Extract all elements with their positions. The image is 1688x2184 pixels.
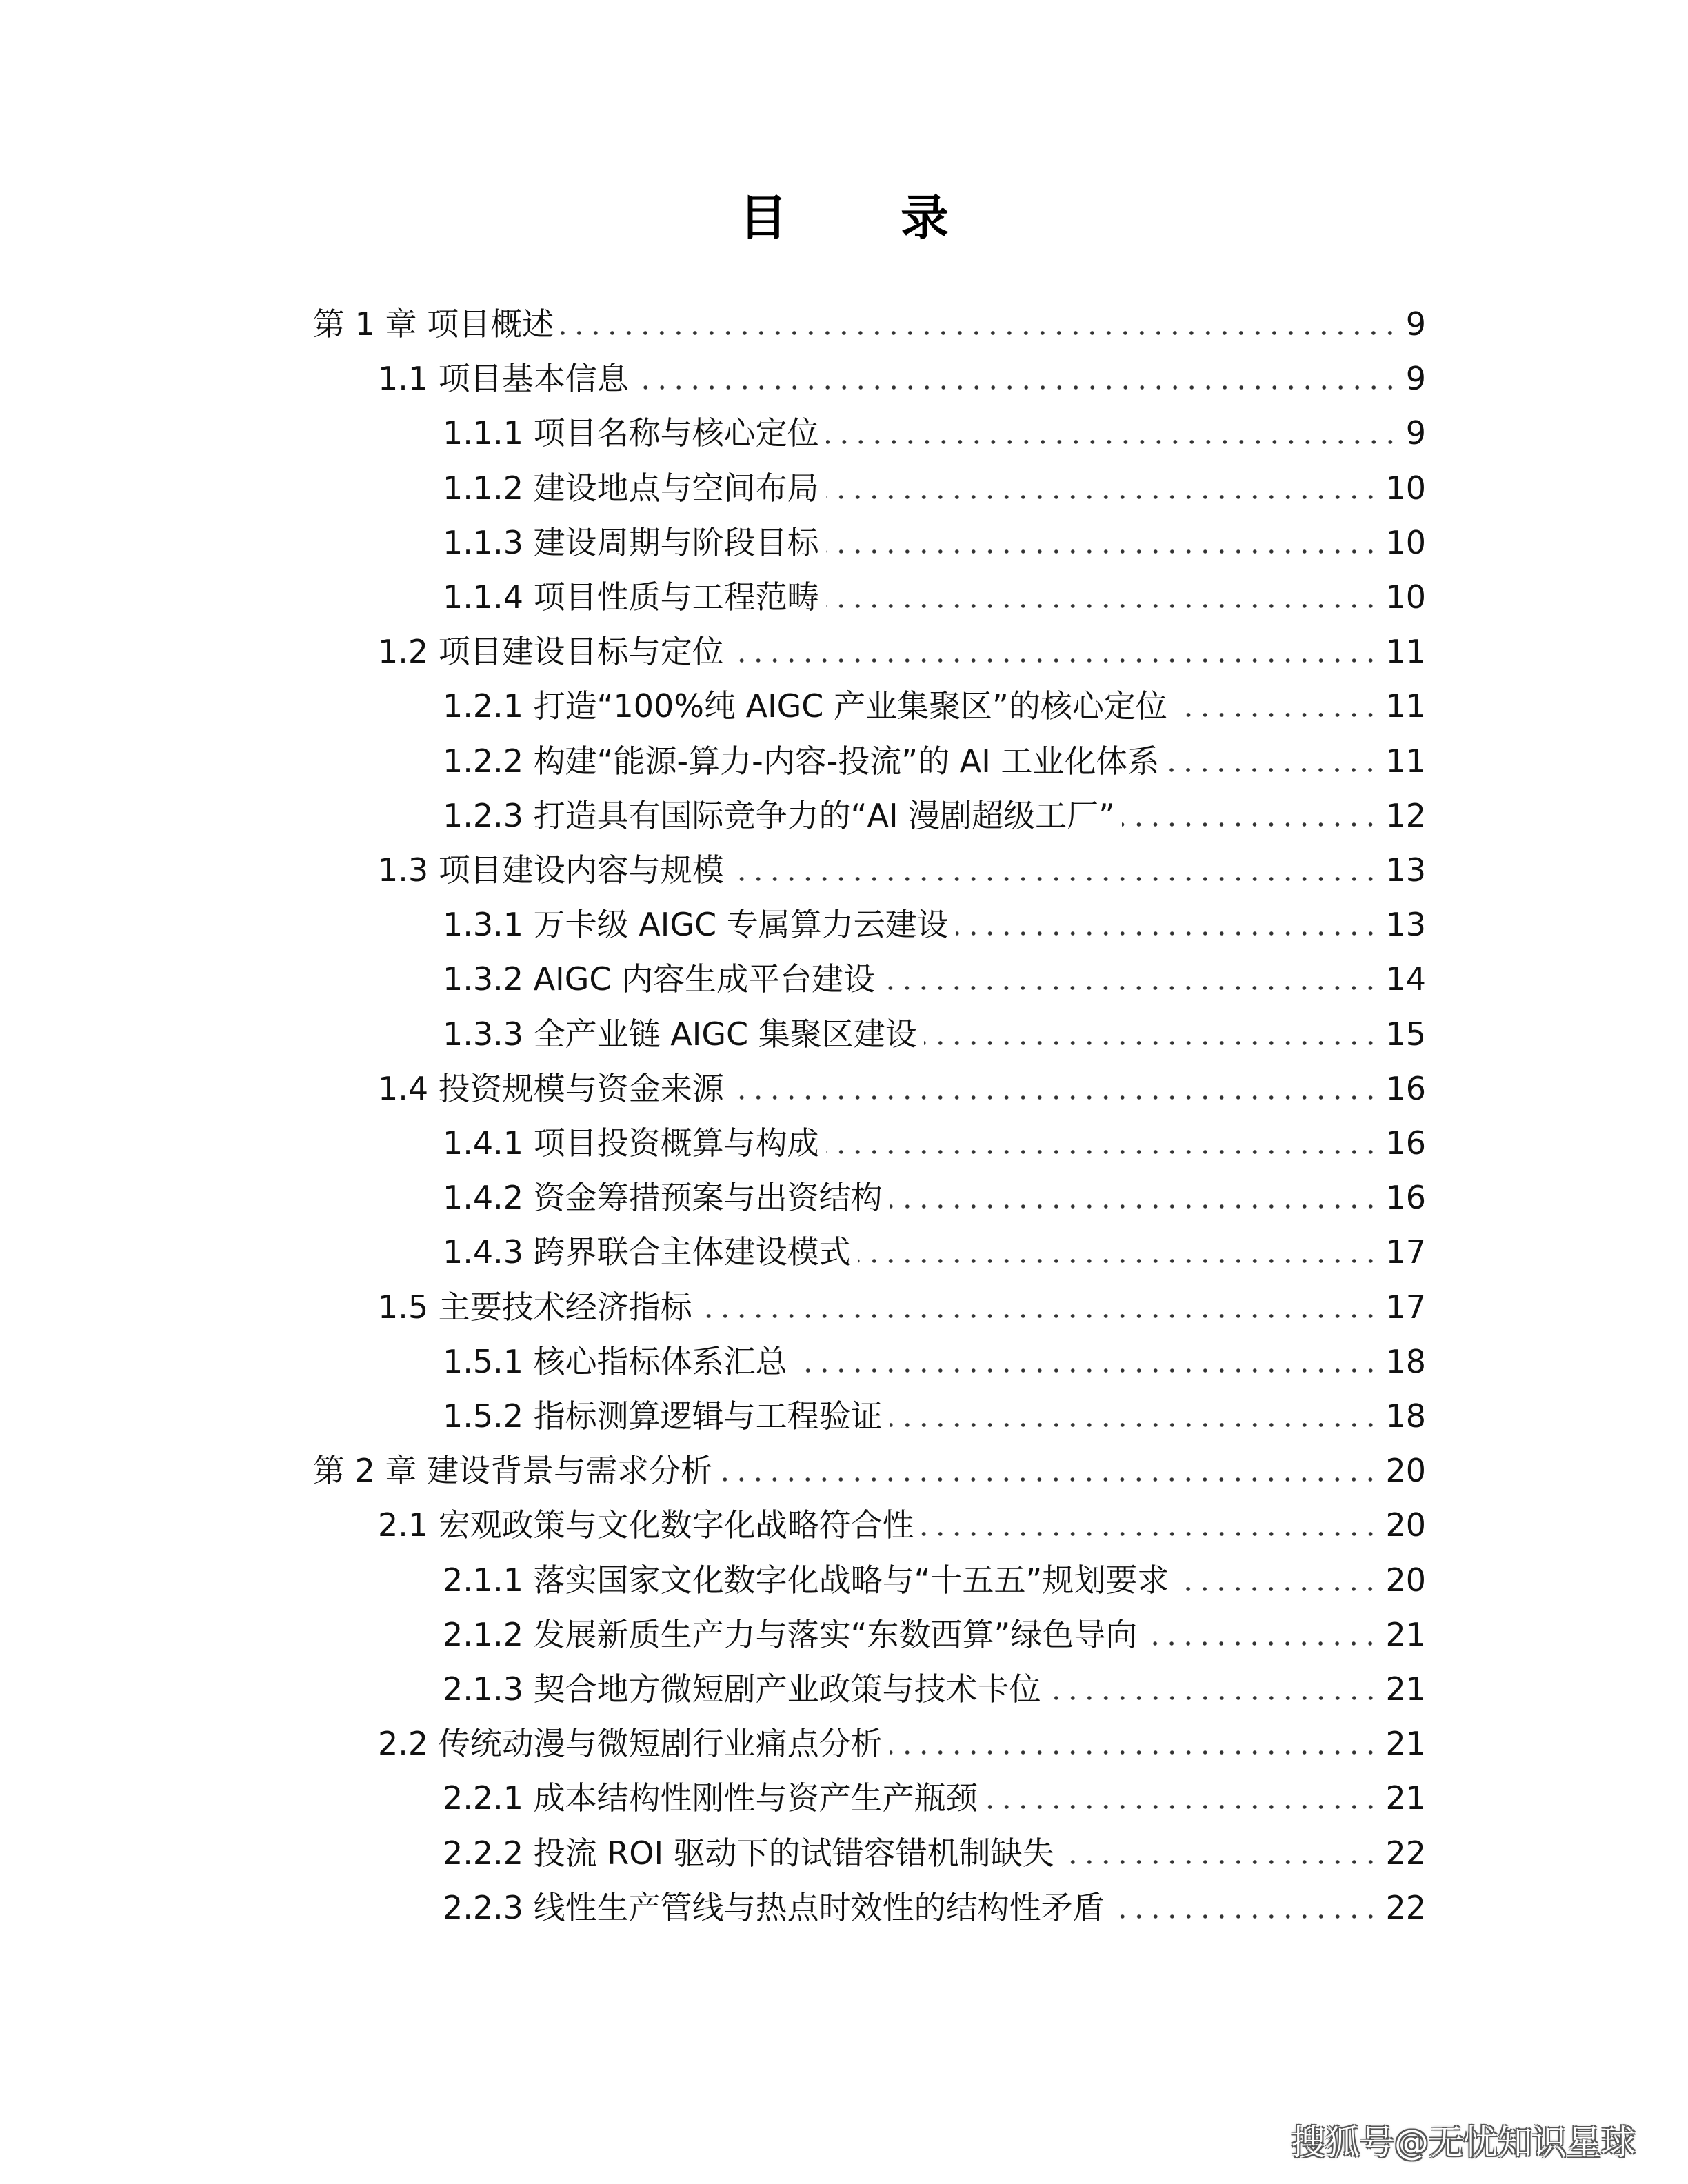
toc-entry[interactable]	[443, 1770, 1426, 1826]
toc-entry[interactable]	[443, 951, 1426, 1007]
toc-entry-page-number: 13	[1385, 851, 1426, 889]
toc-entry-title: 1.2 项目建设目标与定位	[378, 633, 724, 671]
toc-entry-title: 1.5 主要技术经济指标	[378, 1288, 692, 1326]
toc-entry-title: 1.3.3 全产业链 AIGC 集聚区建设	[443, 1015, 917, 1053]
toc-entry-page-number: 13	[1385, 906, 1426, 944]
toc-entry-title: 2.2.3 线性生产管线与热点时效性的结构性矛盾	[443, 1888, 1105, 1926]
toc-entry-page-number: 21	[1385, 1615, 1426, 1653]
toc-entry[interactable]	[443, 1607, 1426, 1662]
dot-leader	[826, 440, 1398, 444]
dot-leader	[1166, 768, 1378, 772]
toc-entry-title: 2.1.2 发展新质生产力与落实“东数西算”绿色导向	[443, 1615, 1138, 1653]
dot-leader	[1174, 713, 1379, 717]
dot-leader	[924, 1041, 1379, 1045]
toc-entry-page-number: 20	[1385, 1561, 1426, 1599]
toc-entry[interactable]	[443, 678, 1426, 734]
dot-leader	[1122, 822, 1378, 827]
toc-entry[interactable]	[443, 461, 1426, 516]
dot-leader	[731, 877, 1379, 881]
dot-leader	[719, 1477, 1378, 1482]
dot-leader	[826, 604, 1379, 608]
toc-entry[interactable]	[378, 1716, 1426, 1771]
dot-leader	[956, 931, 1379, 936]
toc-entry-title: 1.3.2 AIGC 内容生成平台建设	[443, 960, 876, 998]
toc-entry-title: 2.2 传统动漫与微短剧行业痛点分析	[378, 1725, 883, 1763]
toc-entry[interactable]	[443, 1224, 1426, 1280]
toc-entry-title: 2.1 宏观政策与文化数字化战略符合性	[378, 1506, 914, 1544]
toc-entry[interactable]	[443, 515, 1426, 570]
toc-entry-page-number: 9	[1405, 360, 1426, 398]
dot-leader	[921, 1532, 1379, 1536]
toc-entry-page-number: 22	[1385, 1888, 1426, 1926]
dot-leader	[890, 1423, 1379, 1427]
toc-entry[interactable]	[443, 1661, 1426, 1717]
toc-entry-page-number: 21	[1385, 1725, 1426, 1763]
toc-entry[interactable]	[313, 296, 1426, 352]
toc-entry-title: 1.2.2 构建“能源-算力-内容-投流”的 AI 工业化体系	[443, 742, 1160, 780]
toc-entry[interactable]	[443, 405, 1426, 461]
toc-entry-title: 1.4.2 资金筹措预案与出资结构	[443, 1179, 883, 1217]
toc-entry-page-number: 14	[1385, 960, 1426, 998]
toc-entry-title: 1.5.1 核心指标体系汇总	[443, 1342, 787, 1380]
toc-entry[interactable]	[443, 1388, 1426, 1444]
toc-entry[interactable]	[313, 1443, 1426, 1498]
toc-entry-page-number: 21	[1385, 1670, 1426, 1708]
toc-entry[interactable]	[443, 788, 1426, 843]
dot-leader	[858, 1259, 1379, 1263]
dot-leader	[826, 495, 1379, 499]
toc-entry-title: 1.2.3 打造具有国际竞争力的“AI 漫剧超级工厂”	[443, 796, 1115, 834]
toc-entry[interactable]	[378, 1497, 1426, 1553]
toc-entry-page-number: 22	[1385, 1834, 1426, 1872]
toc-entry-page-number: 18	[1385, 1397, 1426, 1435]
toc-entry-title: 1.2.1 打造“100%纯 AIGC 产业集聚区”的核心定位	[443, 687, 1167, 725]
toc-entry[interactable]	[443, 569, 1426, 625]
watermark: 搜狐号@无忧知识星球	[1291, 2123, 1636, 2163]
toc-entry-page-number: 12	[1385, 796, 1426, 834]
toc-entry-page-number: 9	[1405, 305, 1426, 343]
toc-entry[interactable]	[378, 624, 1426, 679]
dot-leader	[561, 331, 1398, 335]
toc-entry-page-number: 20	[1385, 1452, 1426, 1490]
toc-entry-page-number: 10	[1385, 469, 1426, 507]
dot-leader	[1048, 1696, 1379, 1700]
toc-entry-title: 1.3.1 万卡级 AIGC 专属算力云建设	[443, 906, 949, 944]
toc-entry-title: 1.1.2 建设地点与空间布局	[443, 469, 819, 507]
toc-entry-page-number: 21	[1385, 1779, 1426, 1817]
toc-entry-page-number: 9	[1405, 414, 1426, 452]
toc-entry-title: 1.4.1 项目投资概算与构成	[443, 1124, 819, 1162]
toc-entry-page-number: 11	[1385, 742, 1426, 780]
toc-entry-title: 2.1.3 契合地方微短剧产业政策与技术卡位	[443, 1670, 1041, 1708]
toc-entry-title: 1.1.1 项目名称与核心定位	[443, 414, 819, 452]
toc-entry[interactable]	[378, 842, 1426, 898]
toc-entry[interactable]	[378, 1061, 1426, 1116]
toc-entry-page-number: 10	[1385, 578, 1426, 616]
dot-leader	[890, 1750, 1379, 1755]
toc-entry-title: 1.4 投资规模与资金来源	[378, 1069, 724, 1107]
toc-entry-title: 1.5.2 指标测算逻辑与工程验证	[443, 1397, 883, 1435]
toc-entry-page-number: 20	[1385, 1506, 1426, 1544]
toc-entry[interactable]	[443, 1115, 1426, 1171]
toc-entry[interactable]	[443, 1880, 1426, 1935]
toc-entry[interactable]	[443, 1826, 1426, 1881]
dot-leader	[731, 658, 1379, 663]
toc-entry-page-number: 16	[1385, 1069, 1426, 1107]
toc-entry[interactable]	[443, 734, 1426, 789]
toc-entry-title: 2.1.1 落实国家文化数字化战略与“十五五”规划要求	[443, 1561, 1169, 1599]
toc-entry-title: 第 1 章 项目概述	[313, 305, 554, 343]
toc-entry-title: 1.1.4 项目性质与工程范畴	[443, 578, 819, 616]
toc-entry-title: 1.1 项目基本信息	[378, 360, 629, 398]
dot-leader	[1061, 1860, 1379, 1864]
toc-entry-page-number: 17	[1385, 1288, 1426, 1326]
dot-leader	[882, 986, 1378, 990]
dot-leader	[826, 1150, 1379, 1154]
toc-entry-page-number: 11	[1385, 633, 1426, 671]
toc-entry[interactable]	[443, 1553, 1426, 1608]
toc-entry-page-number: 10	[1385, 523, 1426, 561]
dot-leader	[731, 1095, 1379, 1100]
toc-entry[interactable]	[443, 897, 1426, 952]
toc-entry-page-number: 17	[1385, 1233, 1426, 1271]
toc-entry-page-number: 18	[1385, 1342, 1426, 1380]
dot-leader	[890, 1204, 1379, 1209]
toc-entry-page-number: 11	[1385, 687, 1426, 725]
dot-leader	[1176, 1587, 1378, 1591]
dot-leader	[1112, 1914, 1379, 1919]
toc-entry-title: 1.3 项目建设内容与规模	[378, 851, 724, 889]
dot-leader	[636, 385, 1398, 390]
toc-entry[interactable]	[378, 1280, 1426, 1335]
dot-leader	[699, 1314, 1379, 1318]
toc-entry-title: 第 2 章 建设背景与需求分析	[313, 1452, 713, 1490]
toc-entry-title: 2.2.2 投流 ROI 驱动下的试错容错机制缺失	[443, 1834, 1054, 1872]
toc-entry-page-number: 15	[1385, 1015, 1426, 1053]
dot-leader	[985, 1805, 1379, 1809]
dot-leader	[794, 1368, 1379, 1373]
dot-leader	[826, 549, 1379, 554]
toc-entry-title: 2.2.1 成本结构性刚性与资产生产瓶颈	[443, 1779, 978, 1817]
toc-entry-title: 1.4.3 跨界联合主体建设模式	[443, 1233, 851, 1271]
page-title: 目 录	[738, 190, 998, 246]
toc-entry[interactable]	[443, 1170, 1426, 1225]
toc-entry-page-number: 16	[1385, 1124, 1426, 1162]
toc-entry-page-number: 16	[1385, 1179, 1426, 1217]
toc-entry[interactable]	[378, 351, 1426, 406]
toc-entry[interactable]	[443, 1007, 1426, 1062]
toc-entry-title: 1.1.3 建设周期与阶段目标	[443, 523, 819, 561]
toc-entry[interactable]	[443, 1334, 1426, 1389]
dot-leader	[1144, 1641, 1378, 1646]
